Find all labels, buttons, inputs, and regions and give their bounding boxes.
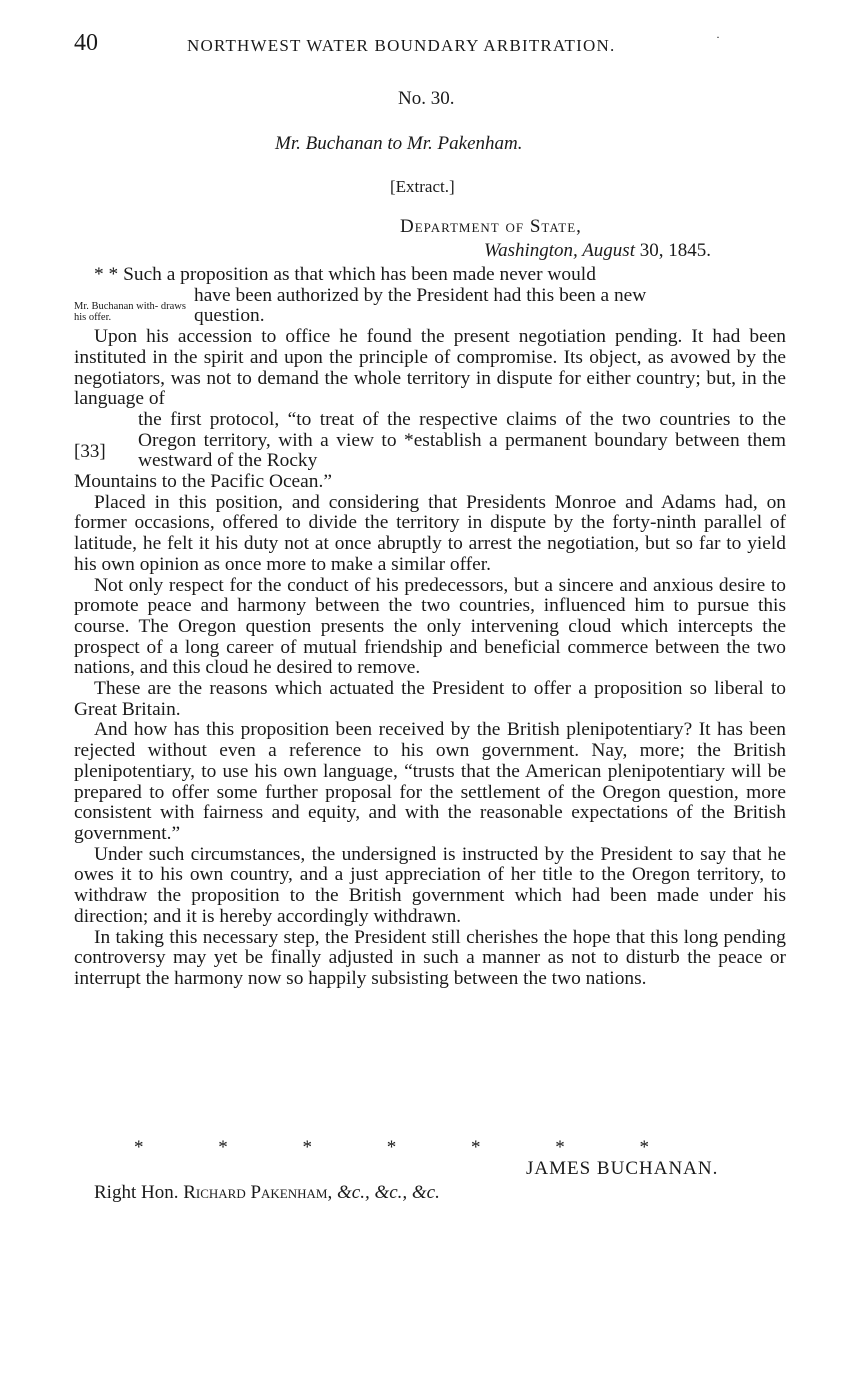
addressee-name: Richard Pakenham, xyxy=(183,1182,333,1203)
paragraph-2-text: Upon his accession to office he found the present negotiation pending. It had been instituted in the spirit and upon the principle of compromise. Its object, as avowed by the negotiators, was not to demand the whole territory in dispute for either country; but, in the language of xyxy=(74,326,786,410)
paragraph-6: And how has this proposition been received by the British plenipotentiary? It has been rejected without even a reference to his own government. Nay, more; the British plenipotentiary, to use his own language, “trusts that the American plenipotentiary will be prepared to offer some further proposal for the settlement of the Oregon question, more consistent with fairness and equity, and with the reasonable expectations of the British government.” xyxy=(74,719,786,844)
ink-speck: · xyxy=(716,30,720,44)
paragraph-2 xyxy=(74,327,786,493)
paragraph-2-end: Mountains to the Pacific Ocean.” xyxy=(74,471,332,493)
paragraph-1-line-1: * * Such a proposition as that which has been made never would xyxy=(94,264,596,285)
page-number: 40 xyxy=(74,30,98,56)
department-heading: Department of State, xyxy=(400,216,582,237)
document-title: Mr. Buchanan to Mr. Pakenham. xyxy=(275,133,523,154)
paragraph-2-indented: the first protocol, “to treat of the respective claims of the two countries to the Oregon territory, with a view to *establish a permanent boundary between them westward of the Rocky xyxy=(138,408,786,472)
paragraph-8: In taking this necessary step, the President still cherishes the hope that this long pending controversy may yet be finally adjusted in such a manner as not to disturb the peace or interrupt the harmony now so happily subsisting between the two nations. xyxy=(74,926,786,989)
margin-page-reference: [33] xyxy=(74,441,106,462)
ellipsis-asterisks: * * * * * * * xyxy=(134,1137,649,1158)
running-title: NORTHWEST WATER BOUNDARY ARBITRATION. xyxy=(187,36,616,55)
paragraph-3: Placed in this position, and considering that Presidents Monroe and Adams had, on former occasions, offered to divide the territory in dispute by the forty-ninth parallel of latitude, he felt it his duty not at once abruptly to arrest the negotiation, but so far to yield his own opinion as once more to make a similar offer. xyxy=(74,491,786,575)
addressee-prefix: Right Hon. xyxy=(94,1182,179,1203)
signature: JAMES BUCHANAN. xyxy=(526,1158,719,1179)
document-number: No. 30. xyxy=(398,88,455,109)
paragraph-1-line-3: question. xyxy=(194,305,265,327)
dateline xyxy=(484,240,711,262)
dateline-date: 30, 1845. xyxy=(639,240,711,261)
addressee xyxy=(94,1182,440,1204)
extract-label: [Extract.] xyxy=(390,177,455,196)
paragraph-4: Not only respect for the conduct of his predecessors, but a sincere and anxious desire to promote peace and harmony between the two countries, influenced him to pursue this course. The Oregon question presents the only intervening cloud which intercepts the prospect of a long career of mutual friendship and beneficial commerce between the two nations, and this cloud he desired to remove. xyxy=(74,574,786,679)
paragraph-1-line-2: have been authorized by the President had this been a new xyxy=(194,284,647,306)
paragraph-1 xyxy=(74,265,786,327)
paragraph-5: These are the reasons which actuated the President to offer a proposition so liberal to Great Britain. xyxy=(74,678,786,720)
dateline-place: Washington, August xyxy=(484,240,635,261)
paragraph-7: Under such circumstances, the undersigned is instructed by the President to say that he owes it to his own country, and a just appreciation of her title to the Oregon territory, to withdraw the proposition to the British government which had been made under his direction; and it is hereby accordingly withdrawn. xyxy=(74,843,786,927)
letter-body xyxy=(74,265,786,990)
addressee-suffix: &c., &c., &c. xyxy=(336,1182,440,1203)
margin-sidenote: Mr. Buchanan with- draws his offer. xyxy=(74,301,186,323)
